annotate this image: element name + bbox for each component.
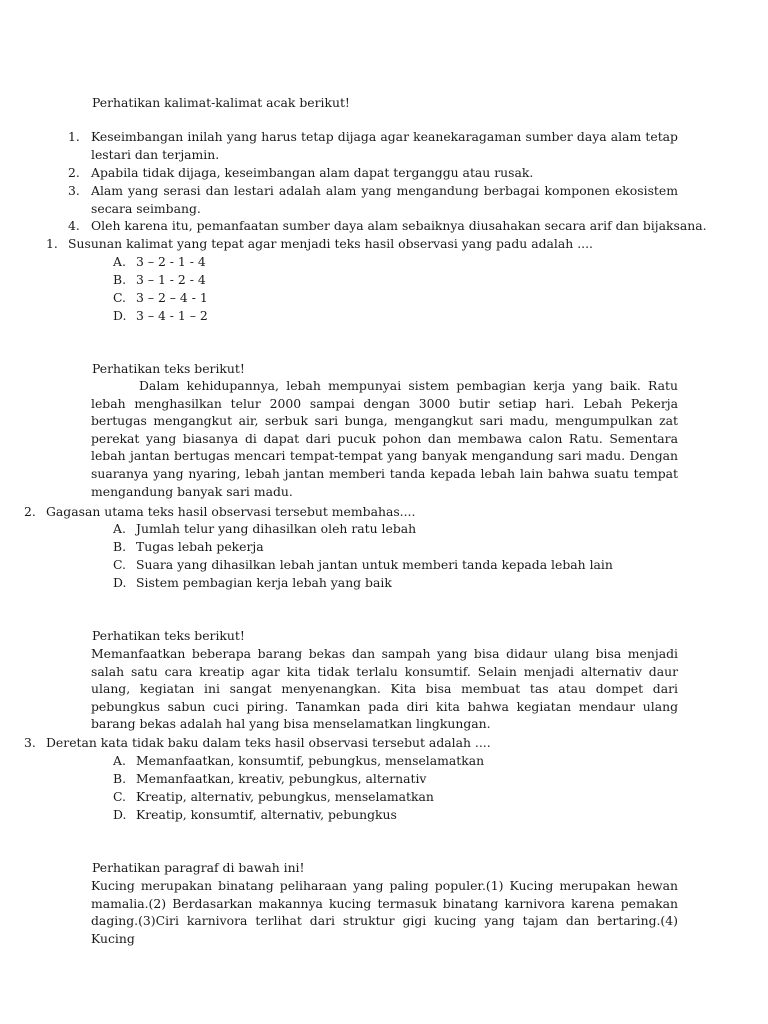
question-number: 2.	[24, 504, 36, 519]
option-text: 3 – 4 - 1 – 2	[136, 308, 208, 323]
sentence-number: 1.	[68, 129, 80, 144]
option-letter: D.	[113, 308, 127, 323]
option-letter: A.	[113, 254, 126, 269]
passage-q4: Kucing merupakan binatang peliharaan yang paling populer.(1) Kucing merupakan hewan mamalia.(2) Berdasarkan makannya kucing termasuk binatang karnivora karena pemakan daging.(3)Ciri karnivora terlihat dari struktur gigi kucing yang tajam dan bertaring.(4) Kucing	[91, 878, 678, 946]
option-text: 3 – 1 - 2 - 4	[136, 272, 206, 287]
option-letter: A.	[113, 753, 126, 768]
question-text: Gagasan utama teks hasil observasi tersebut membahas....	[46, 504, 416, 519]
sentence-text: Oleh karena itu, pemanfaatan sumber daya alam sebaiknya diusahakan secara arif dan bijaksana.	[91, 218, 707, 233]
sentence-number: 2.	[68, 165, 80, 180]
option-letter: D.	[113, 807, 127, 822]
intro-q2: Perhatikan teks berikut!	[92, 361, 245, 376]
option-text: Kreatip, alternativ, pebungkus, menselamatkan	[136, 789, 434, 804]
intro-q4: Perhatikan paragraf di bawah ini!	[92, 860, 305, 875]
option-letter: C.	[113, 557, 126, 572]
passage-q2: Dalam kehidupannya, lebah mempunyai sistem pembagian kerja yang baik. Ratu lebah menghasilkan telur 2000 sampai dengan 3000 butir setiap hari. Lebah Pekerja bertugas mengangkut air, serbuk sari bunga, mengangkut sari madu, mengumpulkan zat perekat yang biasanya di dapat dari pucuk pohon dan membawa calon Ratu. Sementara lebah jantan bertugas mencari tempat-tempat yang banyak mengandung sari madu. Dengan suaranya yang nyaring, lebah jantan memberi tanda kepada lebah lain bahwa suatu tempat mengandung banyak sari madu.	[91, 378, 678, 499]
option-letter: C.	[113, 290, 126, 305]
option-letter: C.	[113, 789, 126, 804]
option-letter: A.	[113, 521, 126, 536]
sentence-text: Keseimbangan inilah yang harus tetap dijaga agar keanekaragaman sumber daya alam tetap lestari dan terjamin.	[91, 129, 678, 162]
option-text: Suara yang dihasilkan lebah jantan untuk memberi tanda kepada lebah lain	[136, 557, 613, 572]
sentence-text: Apabila tidak dijaga, keseimbangan alam dapat terganggu atau rusak.	[91, 165, 534, 180]
question-number: 3.	[24, 735, 36, 750]
option-text: Tugas lebah pekerja	[136, 539, 264, 554]
option-letter: B.	[113, 272, 127, 287]
option-text: Jumlah telur yang dihasilkan oleh ratu lebah	[136, 521, 417, 536]
sentence-number: 4.	[68, 218, 80, 233]
question-text: Deretan kata tidak baku dalam teks hasil observasi tersebut adalah ....	[46, 735, 491, 750]
question-text: Susunan kalimat yang tepat agar menjadi teks hasil observasi yang padu adalah ....	[68, 236, 593, 251]
question-number: 1.	[46, 236, 58, 251]
option-letter: D.	[113, 575, 127, 590]
option-text: Kreatip, konsumtif, alternativ, pebungkus	[136, 807, 397, 822]
option-text: 3 – 2 – 4 - 1	[136, 290, 208, 305]
option-text: Memanfaatkan, konsumtif, pebungkus, menselamatkan	[136, 753, 485, 768]
option-letter: B.	[113, 771, 127, 786]
passage-q3: Memanfaatkan beberapa barang bekas dan sampah yang bisa didaur ulang bisa menjadi salah satu cara kreatip agar kita tidak terlalu konsumtif. Selain menjadi alternativ daur ulang, kegiatan ini sangat menyenangkan. Kita bisa membuat tas atau dompet dari pebungkus sabun cuci piring. Tanamkan pada diri kita bahwa kegiatan mendaur ulang barang bekas adalah hal yang bisa menselamatkan lingkungan.	[91, 646, 678, 732]
option-text: Sistem pembagian kerja lebah yang baik	[136, 575, 392, 590]
option-text: Memanfaatkan, kreativ, pebungkus, alternativ	[136, 771, 427, 786]
intro-q1: Perhatikan kalimat-kalimat acak berikut!	[92, 95, 350, 110]
sentence-text: Alam yang serasi dan lestari adalah alam yang mengandung berbagai komponen ekosistem secara seimbang.	[91, 183, 678, 216]
option-letter: B.	[113, 539, 127, 554]
option-text: 3 – 2 - 1 - 4	[136, 254, 206, 269]
sentence-number: 3.	[68, 183, 80, 198]
intro-q3: Perhatikan teks berikut!	[92, 628, 245, 643]
